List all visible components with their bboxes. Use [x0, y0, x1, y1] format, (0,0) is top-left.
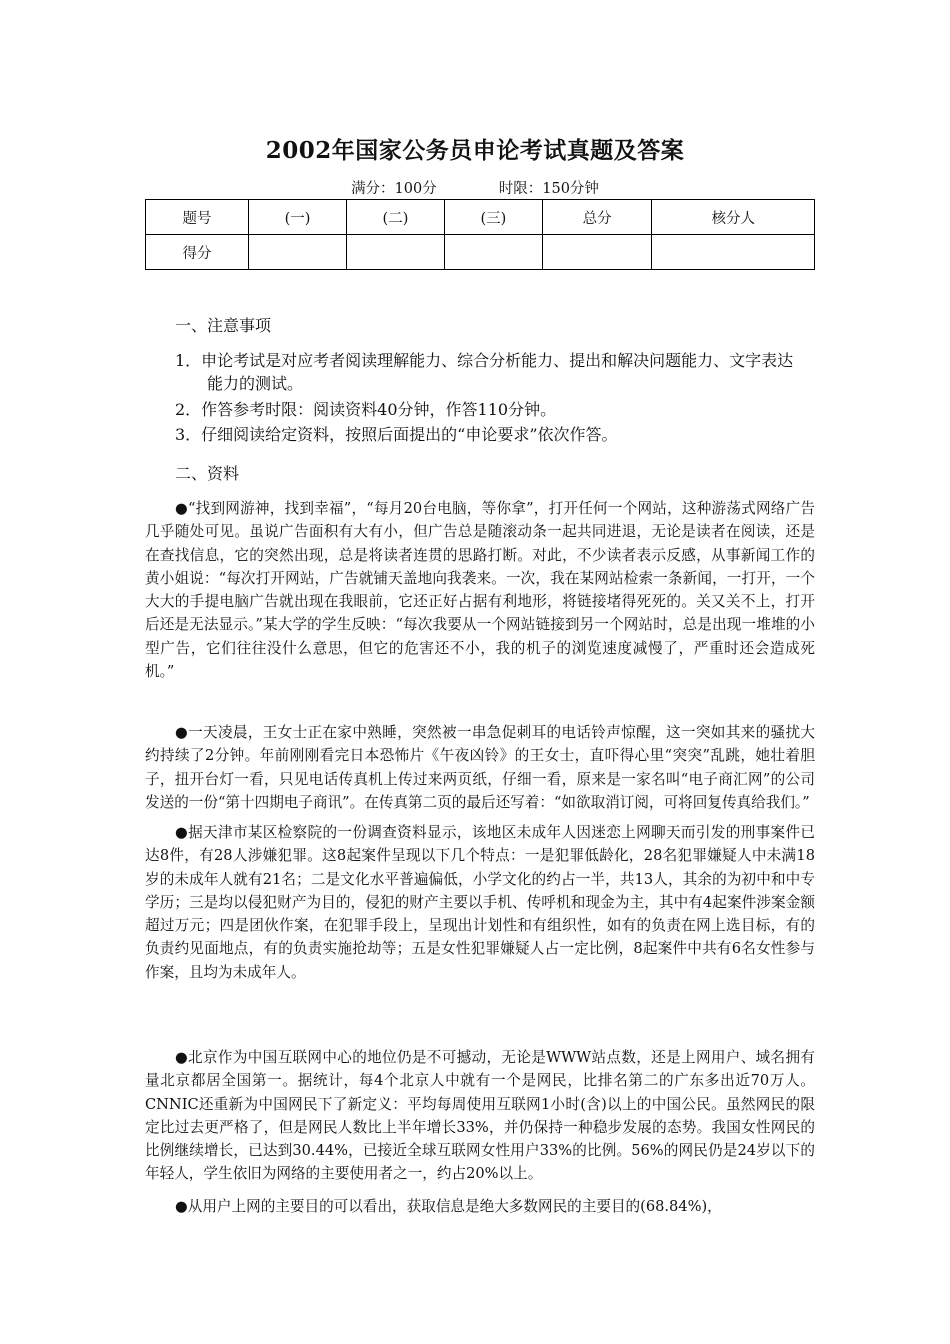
notes-heading: 一、注意事项 — [175, 316, 272, 335]
note-item-3: 3．仔细阅读给定资料，按照后面提出的“申论要求”依次作答。 — [175, 425, 618, 444]
note-item-1-line1: 1．申论考试是对应考者阅读理解能力、综合分析能力、提出和解决问题能力、文字表达 — [175, 351, 794, 370]
materials-heading: 二、资料 — [175, 464, 240, 483]
score-table-score-row — [146, 235, 815, 270]
header-cell-total: 总分 — [542, 200, 652, 235]
material-paragraph-2: ●一天凌晨，王女士正在家中熟睡，突然被一串急促刺耳的电话铃声惊醒，这一突如其来的骚扰大约持续了2分钟。年前刚刚看完日本恐怖片《午夜凶铃》的王女士，直吓得心里“突突”乱跳，她壮着胆子，扭开台灯一看，只见电话传真机上传过来两页纸，仔细一看，原来是一家名叫“电子商汇网”的公司发送的一份“第十四期电子商讯”。在传真第二页的最后还写着：“如欲取消订阅，可将回复传真给我们。” — [145, 724, 815, 811]
note-item-1 — [175, 349, 815, 395]
material-paragraph-5: ●从用户上网的主要目的可以看出，获取信息是绝大多数网民的主要目的(68.84%)， — [175, 1198, 722, 1215]
note-item-1-line2: 能力的测试。 — [207, 374, 304, 393]
header-cell-q2: (二) — [346, 200, 444, 235]
header-cell-number: 题号 — [146, 200, 249, 235]
header-cell-q3: (三) — [444, 200, 542, 235]
material-paragraph-3: ●据天津市某区检察院的一份调查资料显示，该地区未成年人因迷恋上网聊天而引发的刑事案件已达8件，有28人涉嫌犯罪。这8起案件呈现以下几个特点：一是犯罪低龄化，28名犯罪嫌疑人中未满18岁的未成年人就有21名；二是文化水平普遍偏低，小学文化的约占一半，共13人，其余的为初中和中专学历；三是均以侵犯财产为目的，侵犯的财产主要以手机、传呼机和现金为主，其中有4起案件涉案金额超过万元；四是团伙作案，在犯罪手段上，呈现出计划性和有组织性，如有的负责在网上选目标，有的负责约见面地点，有的负责实施抢劫等；五是女性犯罪嫌疑人占一定比例，8起案件中共有6名女性参与作案，且均为未成年人。 — [145, 824, 815, 981]
full-score: 满分：100分 — [351, 181, 437, 197]
score-table-header-row — [146, 200, 815, 235]
score-row-label: 得分 — [146, 235, 249, 270]
header-cell-checker: 核分人 — [652, 200, 815, 235]
score-cell-q2 — [346, 235, 444, 270]
header-cell-q1: (一) — [249, 200, 347, 235]
exam-meta — [0, 177, 950, 198]
material-paragraph-1: ●“找到网游神，找到幸福”，“每月20台电脑，等你拿”，打开任何一个网站，这种游荡式网络广告几乎随处可见。虽说广告面积有大有小，但广告总是随滚动条一起共同进退，无论是读者在阅读，还是在查找信息，它的突然出现，总是将读者连贯的思路打断。对此，不少读者表示反感，从事新闻工作的黄小姐说：“每次打开网站，广告就铺天盖地向我袭来。一次，我在某网站检索一条新闻，一打开，一个大大的手提电脑广告就出现在我眼前，它还正好占据有利地形，将链接堵得死死的。关又关不上，打开后还是无法显示。”某大学的学生反映：“每次我要从一个网站链接到另一个网站时，总是出现一堆堆的小型广告，它们往往没什么意思，但它的危害还不小，我的机子的浏览速度减慢了，严重时还会造成死机。” — [145, 500, 815, 681]
score-table — [145, 199, 815, 270]
document-title: 2002年国家公务员申论考试真题及答案 — [265, 137, 685, 164]
score-cell-checker — [652, 235, 815, 270]
note-item-2: 2．作答参考时限：阅读资料40分钟，作答110分钟。 — [175, 400, 557, 419]
score-cell-q3 — [444, 235, 542, 270]
score-cell-total — [542, 235, 652, 270]
score-cell-q1 — [249, 235, 347, 270]
material-paragraph-4: ●北京作为中国互联网中心的地位仍是不可撼动，无论是WWW站点数，还是上网用户、域名拥有量北京都居全国第一。据统计，每4个北京人中就有一个是网民，比排名第二的广东多出近70万人。CNNIC还重新为中国网民下了新定义：平均每周使用互联网1小时(含)以上的中国公民。虽然网民的限定比过去更严格了，但是网民人数比上半年增长33%，并仍保持一种稳步发展的态势。我国女性网民的比例继续增长，已达到30.44%，已接近全球互联网女性用户33%的比例。56%的网民仍是24岁以下的年轻人，学生依旧为网络的主要使用者之一，约占20%以上。 — [145, 1049, 815, 1183]
time-limit: 时限：150分钟 — [498, 181, 599, 197]
